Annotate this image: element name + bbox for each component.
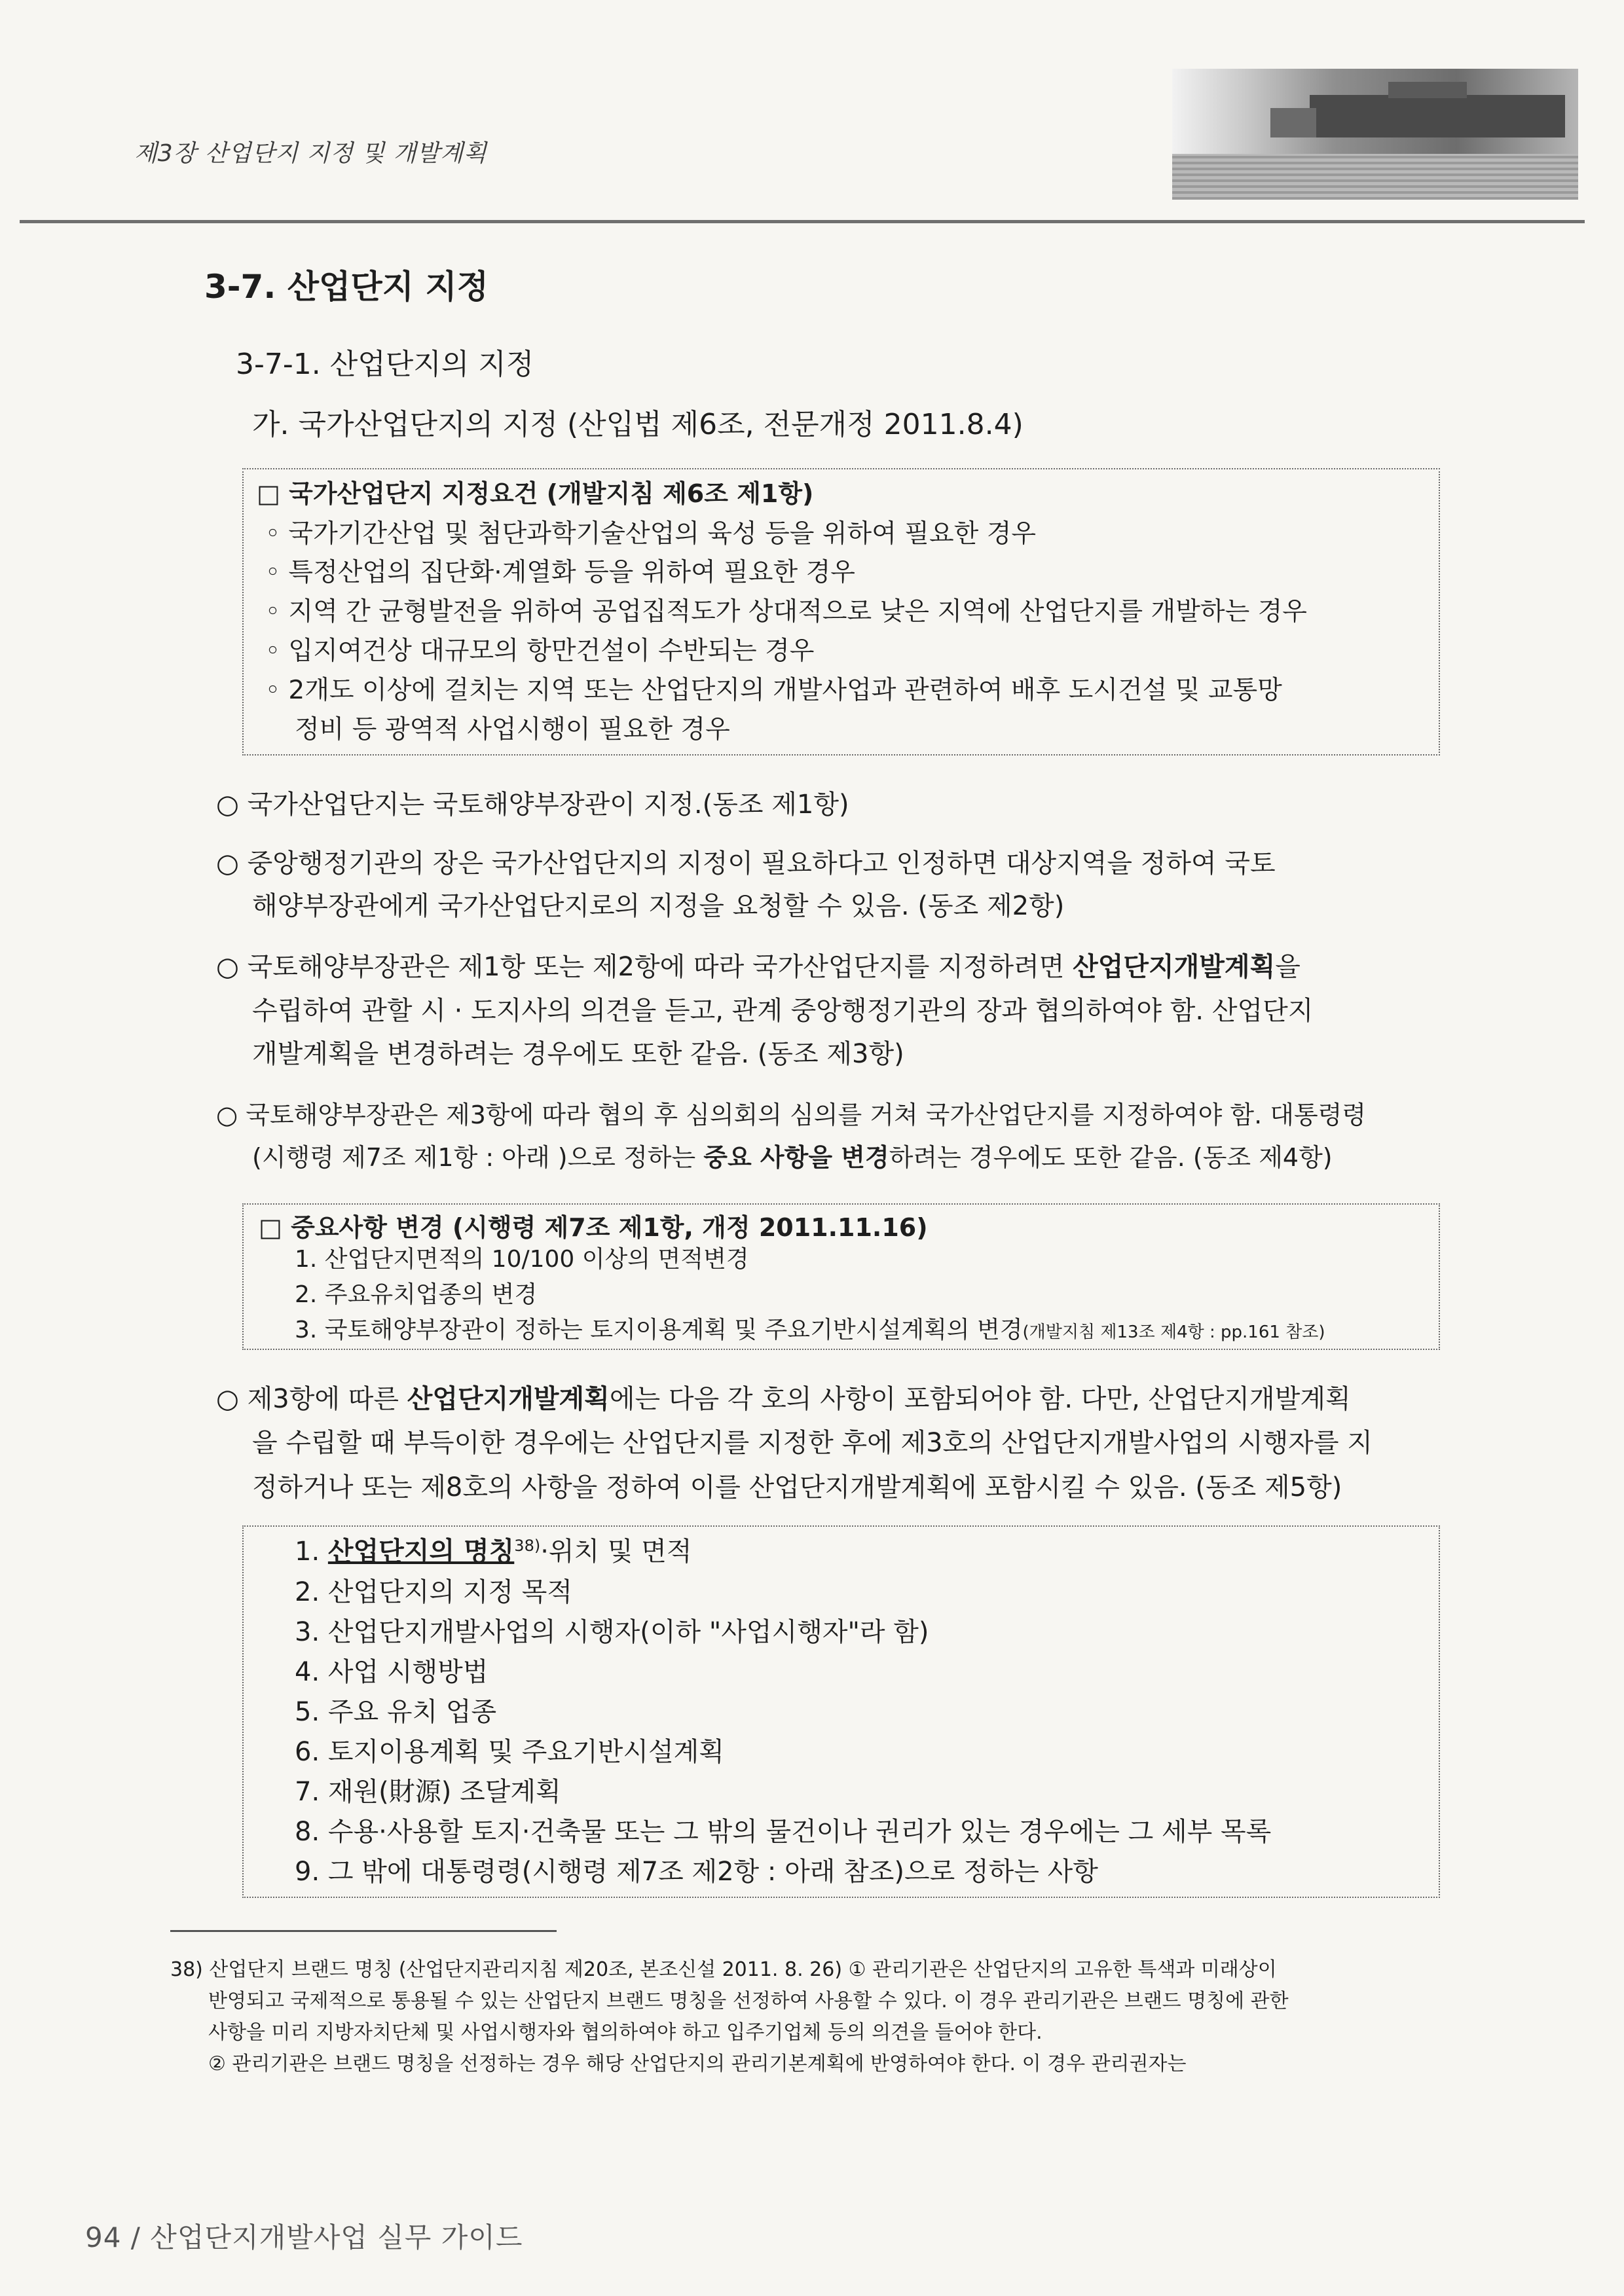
paragraph-4-line: ○ 국토해양부장관은 제3항에 따라 협의 후 심의회의 심의를 거쳐 국가산업단지를 지정하여야 함. 대통령령: [216, 1101, 1367, 1129]
requirement-item: ◦ 2개도 이상에 걸치는 지역 또는 산업단지의 개발사업과 관련하여 배후 도시건설 및 교통망: [265, 676, 1282, 705]
paragraph-5-emphasis: 산업단지개발계획: [407, 1384, 610, 1414]
plan-content-item-emphasis: 산업단지의 명칭: [327, 1537, 515, 1567]
footnote-ref[interactable]: 38): [514, 1537, 541, 1555]
requirements-box-heading: □ 국가산업단지 지정요건 (개발지침 제6조 제1항): [257, 479, 814, 508]
plan-content-item: 6. 토지이용계획 및 주요기반시설계획: [295, 1737, 724, 1767]
important-change-item-note: (개발지침 제13조 제4항 : pp.161 참조): [1022, 1322, 1325, 1342]
plan-content-item: 2. 산업단지의 지정 목적: [295, 1577, 573, 1607]
paragraph-5-line: 정하거나 또는 제8호의 사항을 정하여 이를 산업단지개발계획에 포함시킬 수 있음. (동조 제5항): [252, 1472, 1342, 1503]
important-changes-heading: □ 중요사항 변경 (시행령 제7조 제1항, 개정 2011.11.16): [259, 1213, 928, 1242]
paragraph-3-line: 수립하여 관할 시 · 도지사의 의견을 듣고, 관계 중앙행정기관의 장과 협의하여야 함. 산업단지: [252, 996, 1314, 1026]
requirement-item: ◦ 특정산업의 집단화·계열화 등을 위하여 필요한 경우: [265, 558, 855, 587]
header-photo: [1172, 69, 1578, 200]
paragraph-4-text: 하려는 경우에도 또한 같음. (동조 제4항): [889, 1143, 1333, 1172]
requirement-item-continued: 정비 등 광역적 사업시행이 필요한 경우: [295, 715, 730, 744]
paragraph-2-line: ○ 중앙행정기관의 장은 국가산업단지의 지정이 필요하다고 인정하면 대상지역을 정하여 국토: [216, 848, 1276, 879]
paragraph-5-text: ○ 제3항에 따른: [216, 1384, 407, 1414]
plan-content-item-number: 1.: [295, 1537, 328, 1567]
paragraph-3-text: ○ 국토해양부장관은 제1항 또는 제2항에 따라 국가산업단지를 지정하려면: [216, 952, 1073, 982]
paragraph-5-text: 에는 다음 각 호의 사항이 포함되어야 함. 다만, 산업단지개발계획: [609, 1384, 1351, 1414]
paragraph-3-text: 을: [1275, 952, 1301, 982]
chapter-title: 제3장 산업단지 지정 및 개발계획: [134, 140, 487, 167]
paragraph-4-text: (시행령 제7조 제1항 : 아래 )으로 정하는: [252, 1143, 704, 1172]
plan-content-item: 4. 사업 시행방법: [295, 1657, 489, 1687]
paragraph-4-emphasis: 중요 사항을 변경: [703, 1143, 889, 1172]
item-title: 가. 국가산업단지의 지정 (산입법 제6조, 전문개정 2011.8.4): [252, 408, 1024, 441]
footnote-rule: [170, 1930, 557, 1932]
important-change-item: 2. 주요유치업종의 변경: [295, 1281, 538, 1308]
plan-content-item-text: ·위치 및 면적: [540, 1537, 692, 1567]
footnote-line: ② 관리기관은 브랜드 명칭을 선정하는 경우 해당 산업단지의 관리기본계획에 반영하여야 한다. 이 경우 관리권자는: [208, 2052, 1187, 2075]
footnote-line: 반영되고 국제적으로 통용될 수 있는 산업단지 브랜드 명칭을 선정하여 사용할 수 있다. 이 경우 관리기관은 브랜드 명칭에 관한: [208, 1990, 1289, 2013]
paragraph-2-line: 해양부장관에게 국가산업단지로의 지정을 요청할 수 있음. (동조 제2항): [252, 891, 1065, 921]
plan-content-item: 9. 그 밖에 대통령령(시행령 제7조 제2항 : 아래 참조)으로 정하는 사항: [295, 1857, 1098, 1887]
plan-content-item: [295, 1531, 692, 1568]
plan-content-item: 7. 재원(財源) 조달계획: [295, 1777, 561, 1807]
paragraph-3-line: [216, 946, 1301, 983]
important-change-item-text: 3. 국토해양부장관이 정하는 토지이용계획 및 주요기반시설계획의 변경: [295, 1317, 1023, 1343]
requirement-item: ◦ 지역 간 균형발전을 위하여 공업집적도가 상대적으로 낮은 지역에 산업단지를 개발하는 경우: [265, 597, 1307, 627]
page-footer: 94 / 산업단지개발사업 실무 가이드: [85, 2221, 523, 2253]
requirement-item: ◦ 입지여건상 대규모의 항만건설이 수반되는 경우: [265, 636, 815, 666]
section-title: 3-7. 산업단지 지정: [204, 268, 489, 306]
paragraph-4-line: [252, 1137, 1333, 1173]
footnote-line: 38) 산업단지 브랜드 명칭 (산업단지관리지침 제20조, 본조신설 2011. 8. 26) ① 관리기관은 산업단지의 고유한 특색과 미래상이: [170, 1958, 1277, 1981]
subsection-title: 3-7-1. 산업단지의 지정: [236, 348, 534, 381]
requirement-item: ◦ 국가기간산업 및 첨단과학기술산업의 육성 등을 위하여 필요한 경우: [265, 519, 1037, 549]
plan-content-item: 5. 주요 유치 업종: [295, 1697, 497, 1727]
important-change-item: 1. 산업단지면적의 10/100 이상의 면적변경: [295, 1246, 749, 1273]
plan-content-item: 8. 수용·사용할 토지·건축물 또는 그 밖의 물건이나 권리가 있는 경우에는 그 세부 목록: [295, 1817, 1272, 1847]
footnote-line: 사항을 미리 지방자치단체 및 사업시행자와 협의하여야 하고 입주기업체 등의 의견을 들어야 한다.: [208, 2021, 1043, 2044]
paragraph-1: ○ 국가산업단지는 국토해양부장관이 지정.(동조 제1항): [216, 790, 849, 820]
paragraph-5-line: 을 수립할 때 부득이한 경우에는 산업단지를 지정한 후에 제3호의 산업단지개발사업의 시행자를 지: [252, 1428, 1373, 1458]
plan-content-item: 3. 산업단지개발사업의 시행자(이하 "사업시행자"라 함): [295, 1617, 929, 1647]
paragraph-5-line: [216, 1378, 1351, 1415]
header-rule: [20, 220, 1585, 223]
paragraph-3-emphasis: 산업단지개발계획: [1073, 952, 1276, 982]
paragraph-3-line: 개발계획을 변경하려는 경우에도 또한 같음. (동조 제3항): [252, 1039, 904, 1069]
important-change-item: [295, 1311, 1325, 1345]
